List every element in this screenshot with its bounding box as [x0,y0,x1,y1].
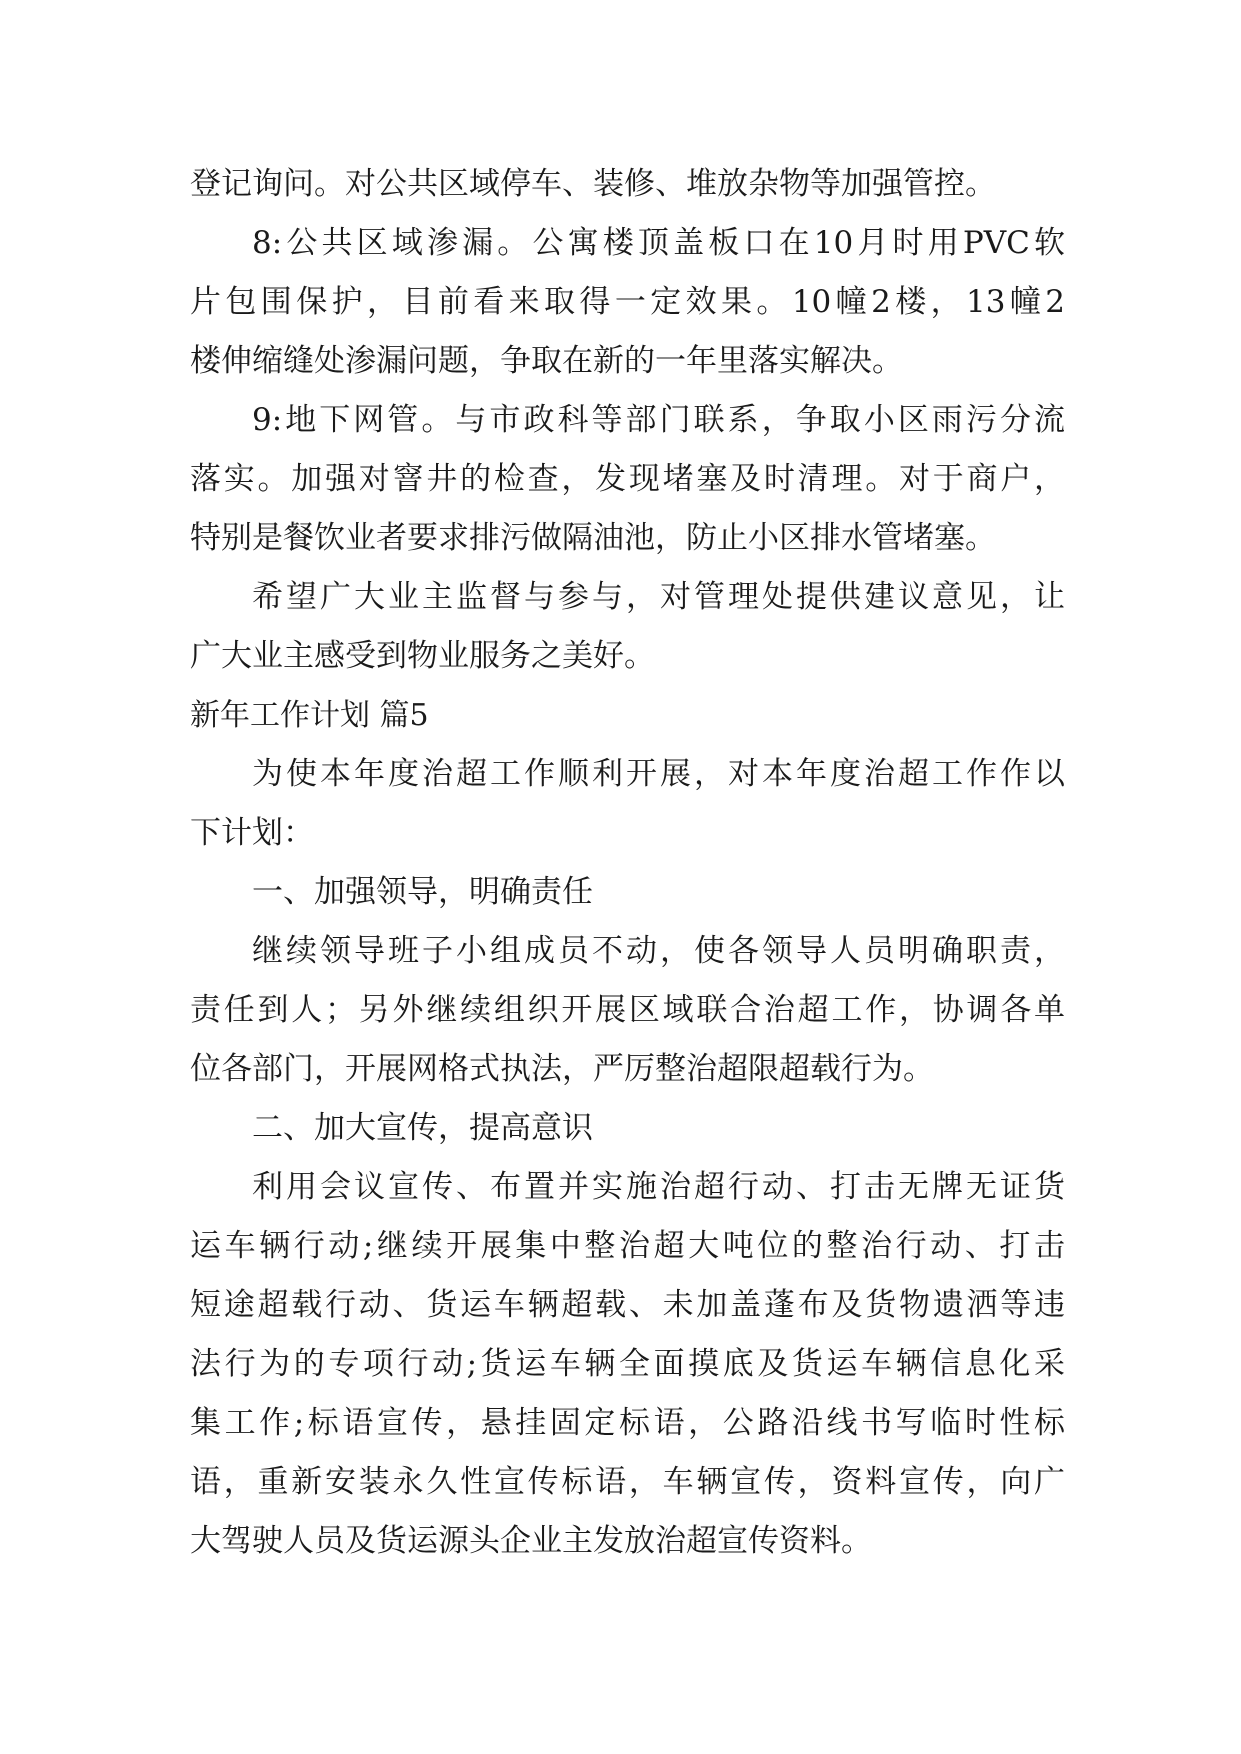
paragraph-line: 登记询问。对公共区域停车、装修、堆放杂物等加强管控。 [190,166,996,202]
paragraph-line: 法行为的专项行动;货运车辆全面摸底及货运车辆信息化采 [190,1346,1065,1382]
paragraph-line: 运车辆行动;继续开展集中整治超大吨位的整治行动、打击 [190,1228,1065,1264]
paragraph-line: 语，重新安装永久性宣传标语，车辆宣传，资料宣传，向广 [190,1464,1065,1500]
paragraph-line: 位各部门，开展网格式执法，严厉整治超限超载行为。 [190,1051,934,1087]
paragraph-line: 希望广大业主监督与参与，对管理处提供建议意见，让 [252,579,1065,615]
document-body [190,155,1065,1571]
paragraph-line: 特别是餐饮业者要求排污做隔油池，防止小区排水管堵塞。 [190,520,996,556]
paragraph-line: 楼伸缩缝处渗漏问题，争取在新的一年里落实解决。 [190,343,903,379]
paragraph-line: 片包围保护，目前看来取得一定效果。10幢2楼，13幢2 [190,284,1065,320]
paragraph-line: 落实。加强对窨井的检查，发现堵塞及时清理。对于商户， [190,461,1065,497]
paragraph-line: 责任到人；另外继续组织开展区域联合治超工作，协调各单 [190,992,1065,1028]
paragraph-line: 9:地下网管。与市政科等部门联系，争取小区雨污分流 [252,402,1065,438]
subsection-heading: 一、加强领导，明确责任 [252,874,593,910]
paragraph-line: 继续领导班子小组成员不动，使各领导人员明确职责， [252,933,1065,969]
paragraph-line: 8:公共区域渗漏。公寓楼顶盖板口在10月时用PVC软 [252,225,1065,261]
paragraph-line: 为使本年度治超工作顺利开展，对本年度治超工作作以 [252,756,1065,792]
section-heading: 新年工作计划 篇5 [190,698,429,733]
paragraph-line: 短途超载行动、货运车辆超载、未加盖蓬布及货物遗洒等违 [190,1287,1065,1323]
subsection-heading: 二、加大宣传，提高意识 [252,1110,593,1146]
paragraph-line: 广大业主感受到物业服务之美好。 [190,638,655,674]
paragraph-line: 下计划： [190,815,314,851]
paragraph-line: 利用会议宣传、布置并实施治超行动、打击无牌无证货 [252,1169,1065,1205]
paragraph-line: 大驾驶人员及货运源头企业主发放治超宣传资料。 [190,1523,872,1559]
paragraph-line: 集工作;标语宣传，悬挂固定标语，公路沿线书写临时性标 [190,1405,1065,1441]
